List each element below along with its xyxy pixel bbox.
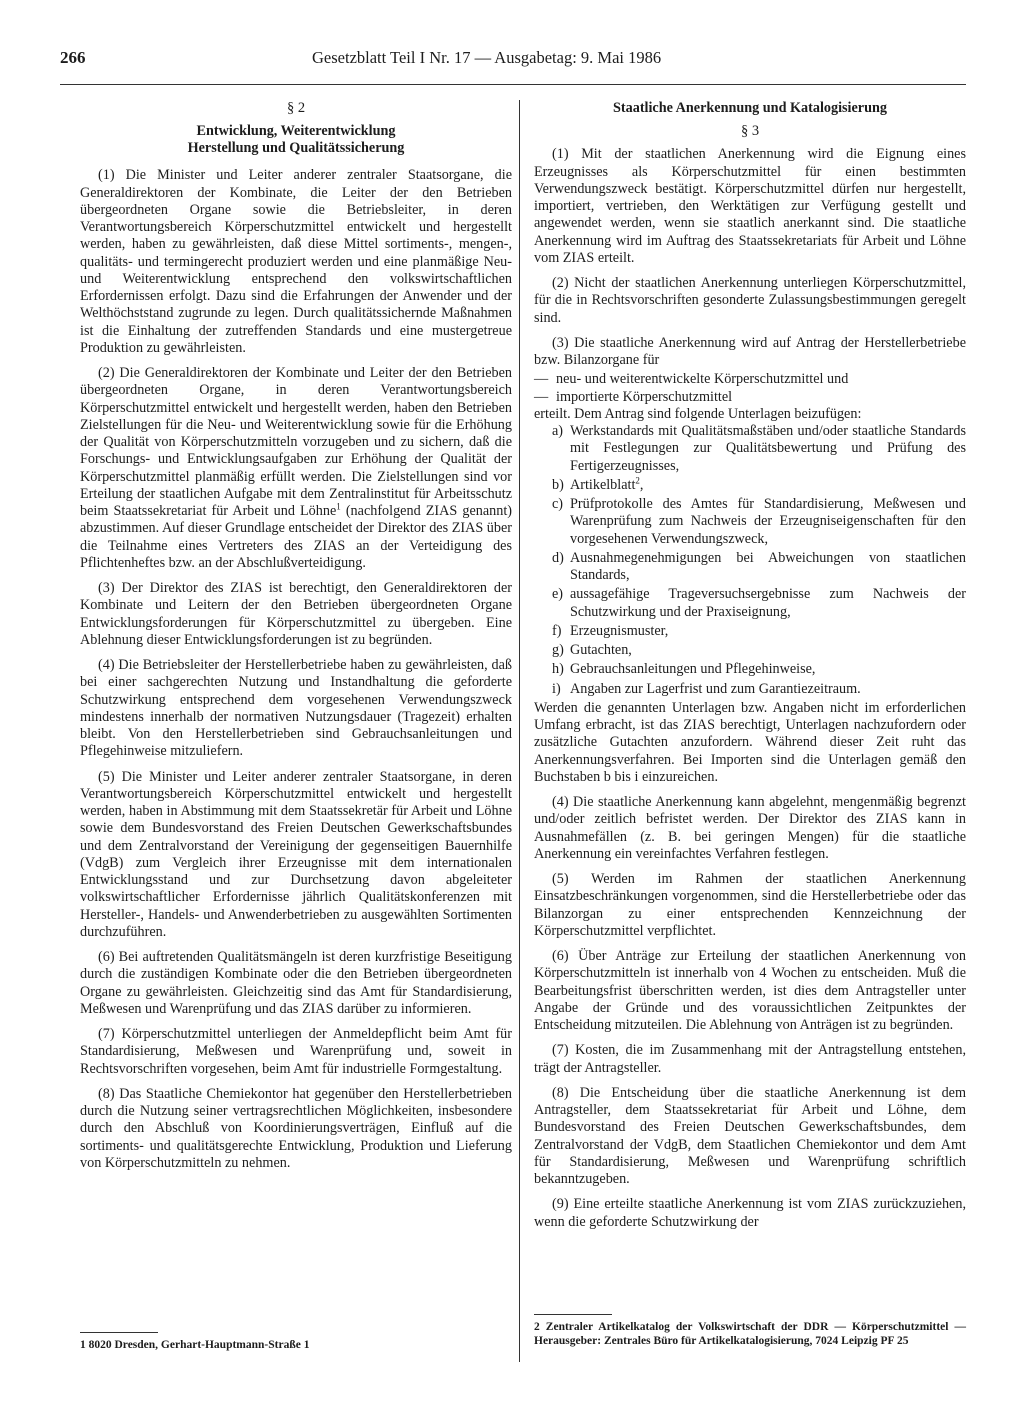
list-item-text: Angaben zur Lagerfrist und zum Garantiezeitraum. — [570, 680, 861, 697]
paragraph-2-4: (4) Die Betriebsleiter der Herstellerbetriebe haben zu gewährleisten, daß bei einer sachgerechten Nutzung und Instandhaltung die geforderte Schutzwirkung entsprechend dem vorgesehenen Verwendungszweck mindestens innerhalb der normativen Nutzungsdauer (Tragezeit) erhalten bleibt. Von den Herstellerbetrieben sind Gebrauchsanleitungen und Pflegehinweise mitzuliefern. — [80, 657, 512, 760]
list-item — [534, 586, 966, 621]
paragraph-2-1: (1) Die Minister und Leiter anderer zentraler Staatsorgane, die Generaldirektoren der Kombinate, die Leiter der den Betrieben übergeordneten Organe sowie die Betriebsleiter, in deren Verantwortungsbereich Körperschutzmittel entwickelt und hergestellt werden, haben zu gewährleisten, daß diese Mittel sortiments-, mengen-, qualitäts- und termingerecht produziert werden und eine planmäßige Neu- und Weiterentwicklung entsprechend den volkswirtschaftlichen Erfordernissen erfolgt. Dazu sind die Erfahrungen der Anwender und der Welthöchststand zugrunde zu legen. Durch qualitätssichernde Maßnahmen ist die Einhaltung der zutreffenden Standards und eine mustergetreue Produktion zu gewährleisten. — [80, 167, 512, 356]
list-item — [534, 496, 966, 548]
list-item-text: Gebrauchsanleitungen und Pflegehinweise, — [570, 661, 816, 678]
paragraph-2-5: (5) Die Minister und Leiter anderer zentraler Staatsorgane, in deren Verantwortungsbereich Körperschutzmittel entwickelt und hergestellt werden, haben in Abstimmung mit dem Staatssekretär für Arbeit und Löhne sowie dem Bundesvorstand des Freien Deutschen Gewerkschaftsbundes und dem Zentralvorstand der Vereinigung der gegenseitigen Bauernhilfe (VdgB) zum Vergleich ihrer Erzeugnisse mit dem internationalen Entwicklungsstand und zur Durchsetzung davon abgeleiteter volkswirtschaftlicher Erfordernisse jährlich Qualitätskonferenzen mit Hersteller-, Handels- und Anwenderbetrieben zu ausgewählten Sortimenten durchzuführen. — [80, 768, 512, 940]
paragraph-3-3-intro: (3) Die staatliche Anerkennung wird auf Antrag der Herstellerbetriebe bzw. Bilanzorgane für — [534, 334, 966, 368]
dash-mark: — — [534, 371, 549, 388]
footnote-2: 2 Zentraler Artikelkatalog der Volkswirtschaft der DDR — Körperschutzmittel — Herausgeber: Zentrales Büro für Artikelkatalogisierung, 7024 Leipzig PF 25 — [534, 1321, 966, 1347]
paragraph-2-2 — [80, 365, 512, 572]
list-item-text: Erzeugnismuster, — [570, 622, 669, 639]
dash-item-text: importierte Körperschutzmittel — [556, 388, 733, 405]
paragraph-3-3-tail: Werden die genannten Unterlagen bzw. Angaben nicht im erforderlichen Umfang erbracht, ist das ZIAS berechtigt, Unterlagen nachzufordern oder zusätzliche Gutachten anzufordern. Während dieser Zeit ruht das Anerkennungsverfahren. Bei Importen sind die Unterlagen gemäß den Buchstaben b bis i einzureichen. — [534, 699, 966, 785]
list-item — [534, 623, 966, 640]
paragraph-2-2-part2: (nachfolgend ZIAS genannt) abzustimmen. Auf dieser Grundlage entscheidet der Direktor des ZIAS über die Teilnahme eines Vertreters des ZIAS an der Verteidigung des Pflichtenheftes bzw. an der Abschlußverteidigung. — [80, 503, 512, 571]
paragraph-3-8: (8) Die Entscheidung über die staatliche Anerkennung ist dem Antragsteller, dem Staatssekretariat für Arbeit und Löhne, dem Bundesvorstand des Freien Deutschen Gewerkschaftsbundes, dem Zentralvorstand der VdgB, dem Staatlichen Chemiekontor und dem Amt für Standardisierung, Meßwesen und Warenprüfung schriftlich bekanntzugeben. — [534, 1084, 966, 1187]
list-item — [534, 681, 966, 698]
list-item-label: b) — [552, 476, 564, 493]
column-divider — [519, 100, 520, 1362]
paragraph-3-2: (2) Nicht der staatlichen Anerkennung unterliegen Körperschutzmittel, für die in Rechtsvorschriften gesonderte Zulassungsbestimmungen geregelt sind. — [534, 275, 966, 326]
paragraph-2-3: (3) Der Direktor des ZIAS ist berechtigt, den Generaldirektoren der Kombinate und Leitern der den Betrieben übergeordneten Organe Entwicklungsforderungen für Körperschutzmittel zu übergeben. Eine Ablehnung dieser Entwicklungsforderungen ist zu begründen. — [80, 580, 512, 648]
header-rule — [60, 84, 966, 85]
list-item-label: h) — [552, 661, 564, 678]
dash-item-text: neu- und weiterentwickelte Körperschutzmittel und — [556, 371, 849, 388]
footnote-rule — [534, 1314, 612, 1315]
list-item-label: f) — [552, 622, 562, 639]
list-item-label: e) — [552, 586, 564, 603]
section-mark-3: § 3 — [740, 123, 760, 139]
left-column — [80, 100, 512, 1180]
footnote-rule — [80, 1332, 158, 1333]
dash-mark: — — [534, 388, 549, 405]
paragraph-3-1: (1) Mit der staatlichen Anerkennung wird die Eignung eines Erzeugnisses als Körperschutzmittel für einen bestimmten Verwendungszweck bestätigt. Körperschutzmittel dürfen nur hergestellt, importiert, vertrieben, den Werktätigen zur Verfügung gestellt und angewendet werden, wenn sie staatlich anerkannt sind. Die staatliche Anerkennung wird im Auftrag des Staatssekretariats für Arbeit und Löhne vom ZIAS erteilt. — [534, 146, 966, 266]
section-mark-2: § 2 — [286, 100, 306, 116]
list-item-text: Gutachten, — [570, 642, 632, 658]
list-item-text: Ausnahmegenehmigungen bei Abweichungen von staatlichen Standards, — [570, 549, 966, 583]
list-item-text: Prüfprotokolle des Amtes für Standardisierung, Meßwesen und Warenprüfung zum Nachweis der Erzeugniseigenschaften für den vorgesehenen Verwendungszweck, — [570, 496, 966, 547]
right-column — [534, 100, 966, 1239]
footnote-ref-1[interactable]: 1 — [336, 501, 341, 512]
paragraph-3-4: (4) Die staatliche Anerkennung kann abgelehnt, mengenmäßig begrenzt und/oder zeitlich befristet werden. Der Direktor des ZIAS kann in Ausnahmefällen (z. B. bei geringen Mengen) für die staatliche Anerkennung ein vereinfachtes Verfahren festlegen. — [534, 794, 966, 862]
footnote-1: 1 8020 Dresden, Gerhart-Hauptmann-Straße 1 — [80, 1339, 310, 1351]
list-item-label: a) — [552, 423, 564, 439]
list-item-label: c) — [552, 496, 564, 512]
list-item — [534, 642, 966, 659]
list-item — [534, 423, 966, 475]
list-item-text — [570, 477, 966, 494]
list-item — [534, 477, 966, 494]
list-item — [534, 661, 966, 678]
list-item-label: d) — [552, 549, 564, 566]
dash-item — [534, 389, 966, 406]
list-item-text: Werkstandards mit Qualitätsmaßstäben und/oder staatliche Standards mit Festlegungen zur Qualitätsbewertung und Prüfung des Fertigerzeugnisses, — [570, 423, 966, 474]
running-title: Gesetzblatt Teil I Nr. 17 — Ausgabetag: 9. Mai 1986 — [312, 48, 662, 67]
paragraph-3-6: (6) Über Anträge zur Erteilung der staatlichen Anerkennung von Körperschutzmitteln ist innerhalb von 4 Wochen zu entscheiden. Muß die Bearbeitungsfrist überschritten werden, ist dies dem Antragsteller unter Angabe der Gründe und des voraussichtlichen Zeitpunktes der Entscheidung mitzuteilen. Die Ablehnung von Anträgen ist zu begründen. — [534, 948, 966, 1033]
paragraph-2-6: (6) Bei auftretenden Qualitätsmängeln ist deren kurzfristige Beseitigung durch die zuständigen Kombinate oder die den Betrieben übergeordneten Organe zu gewährleisten. Gleichzeitig sind das Amt für Standardisierung, Meßwesen und Warenprüfung und das ZIAS darüber zu informieren. — [80, 949, 512, 1017]
list-item-label: g) — [552, 642, 564, 658]
dash-item — [534, 371, 966, 388]
heading-line-1: Entwicklung, Weiterentwicklung — [196, 123, 396, 140]
list-item-text-tail: , — [639, 476, 644, 493]
enumerated-list — [534, 423, 966, 698]
footnote-ref-2[interactable]: 2 — [635, 475, 640, 486]
page-number: 266 — [60, 48, 86, 67]
list-item-text: aussagefähige Trageversuchsergebnisse zum Nachweis der Schutzwirkung und der Praxiseignung, — [570, 586, 966, 620]
list-item-text-main: Artikelblatt — [570, 476, 636, 493]
paragraph-3-9: (9) Eine erteilte staatliche Anerkennung ist vom ZIAS zurückzuziehen, wenn die geforderte Schutzwirkung der — [534, 1196, 966, 1230]
paragraph-3-5: (5) Werden im Rahmen der staatlichen Anerkennung Einsatzbeschränkungen vorgenommen, sind die Herstellerbetriebe oder das Bilanzorgan zu einer entsprechenden Kennzeichnung der Körperschutzmittel verpflichtet. — [534, 871, 966, 939]
paragraph-3-3-lead: erteilt. Dem Antrag sind folgende Unterlagen beizufügen: — [534, 405, 862, 422]
paragraph-2-2-part1: (2) Die Generaldirektoren der Kombinate und Leiter der den Betrieben übergeordneten Organe, in deren Verantwortungsbereich Körperschutzmittel entwickelt und hergestellt werden, haben den Betrieben Zielstellungen für die Neu- und Weiterentwicklung sowie für die Erhöhung der Qualität von Körperschutzmitteln vorzugeben und zu sichern, daß die Forschungs- und Entwicklungsaufgaben zur Erhöhung der Qualität der Körperschutzmittel planmäßig erfüllt werden. Die Zielstellungen sind vor Erteilung der staatlichen Aufgabe mit dem Zentralinstitut für Arbeitsschutz beim Staatssekretariat für Arbeit und Löhne — [80, 365, 512, 519]
section-heading-2 — [80, 123, 512, 157]
section-heading-3: Staatliche Anerkennung und Katalogisierung — [613, 100, 887, 116]
paragraph-2-8: (8) Das Staatliche Chemiekontor hat gegenüber den Herstellerbetrieben durch die Nutzung seiner vertragsrechtlichen Möglichkeiten, insbesondere durch den Abschluß von Koordinierungsverträgen, Einfluß auf die sortiments- und qualitätsgerechte Entwicklung, Produktion und Lieferung von Körperschutzmitteln zu nehmen. — [80, 1085, 512, 1171]
paragraph-2-7: (7) Körperschutzmittel unterliegen der Anmeldepflicht beim Amt für Standardisierung, Meßwesen und Warenprüfung und, soweit in Rechtsvorschriften vorgesehen, beim Amt für industrielle Formgestaltung. — [80, 1026, 512, 1077]
footnote-left — [80, 1332, 512, 1353]
footnote-right — [534, 1314, 966, 1348]
list-item-label: i) — [552, 680, 561, 697]
heading-line-2: Herstellung und Qualitätssicherung — [187, 140, 405, 157]
list-item — [534, 550, 966, 585]
paragraph-3-7: (7) Kosten, die im Zusammenhang mit der Antragstellung entstehen, trägt der Antragsteller. — [534, 1042, 966, 1076]
